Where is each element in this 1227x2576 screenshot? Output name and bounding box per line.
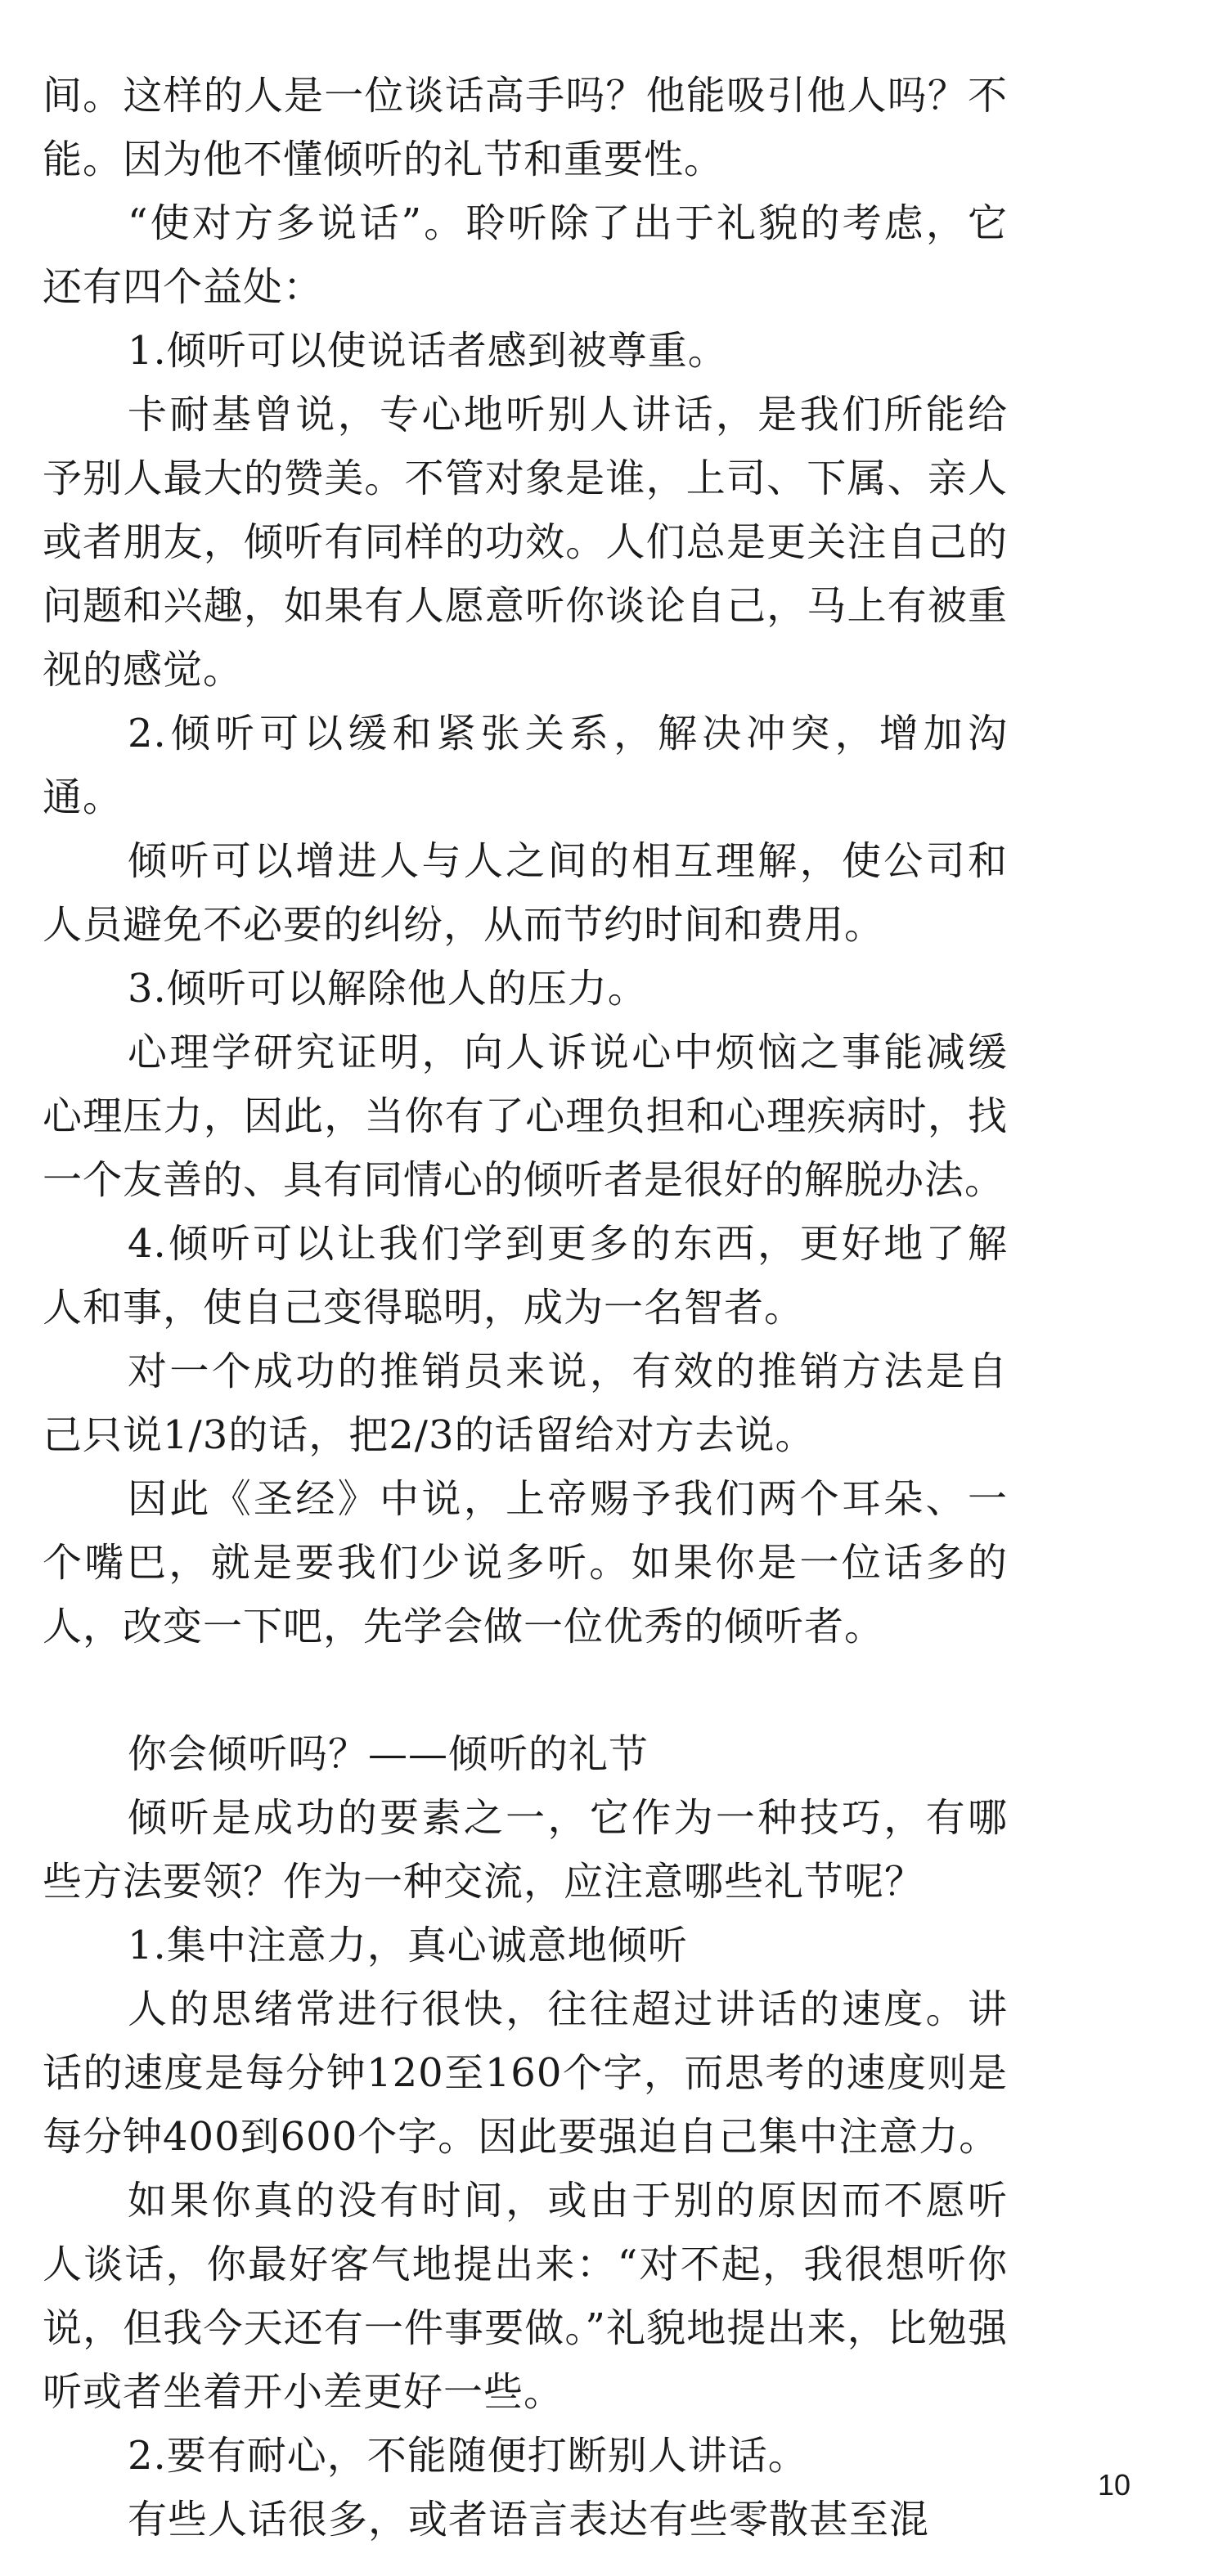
paragraph-9: 4.倾听可以让我们学到更多的东西，更好地了解人和事，使自己变得聪明，成为一名智者。 bbox=[43, 1221, 1008, 1331]
paragraph-4: 卡耐基曾说，专心地听别人讲话，是我们所能给予别人最大的赞美。不管对象是谁，上司、下属、亲人或者朋友，倾听有同样的功效。人们总是更关注自己的问题和兴趣，如果有人愿意听你谈论自己，马上有被重视的感觉。 bbox=[43, 392, 1008, 693]
section-paragraph-6: 有些人话很多，或者语言表达有些零散甚至混 bbox=[128, 2497, 930, 2542]
page-body bbox=[43, 64, 1008, 2551]
paragraph-5: 2.倾听可以缓和紧张关系，解决冲突，增加沟通。 bbox=[43, 711, 1008, 820]
paragraph-1: 间。这样的人是一位谈话高手吗？他能吸引他人吗？不能。因为他不懂倾听的礼节和重要性。 bbox=[43, 73, 1008, 182]
paragraph-7: 3.倾听可以解除他人的压力。 bbox=[128, 966, 648, 1012]
section-paragraph-1: 倾听是成功的要素之一，它作为一种技巧，有哪些方法要领？作为一种交流，应注意哪些礼节呢？ bbox=[43, 1795, 1008, 1905]
page-number: 10 bbox=[1097, 2468, 1130, 2502]
paragraph-6: 倾听可以增进人与人之间的相互理解，使公司和人员避免不必要的纠纷，从而节约时间和费用。 bbox=[43, 838, 1008, 948]
section-paragraph-3: 人的思绪常进行很快，往往超过讲话的速度。讲话的速度是每分钟120至160个字，而思考的速度则是每分钟400到600个字。因此要强迫自己集中注意力。 bbox=[43, 1986, 1008, 2160]
paragraph-3: 1.倾听可以使说话者感到被尊重。 bbox=[128, 328, 728, 374]
paragraph-11: 因此《圣经》中说，上帝赐予我们两个耳朵、一个嘴巴，就是要我们少说多听。如果你是一位话多的人，改变一下吧，先学会做一位优秀的倾听者。 bbox=[43, 1476, 1008, 1649]
section-title: 你会倾听吗？——倾听的礼节 bbox=[128, 1731, 649, 1777]
section-paragraph-4: 如果你真的没有时间，或由于别的原因而不愿听人谈话，你最好客气地提出来：“对不起，我很想听你说，但我今天还有一件事要做。”礼貌地提出来，比勉强听或者坐着开小差更好一些。 bbox=[43, 2178, 1008, 2415]
paragraph-10: 对一个成功的推销员来说，有效的推销方法是自己只说1/3的话，把2/3的话留给对方去说。 bbox=[43, 1349, 1008, 1458]
section-spacer bbox=[43, 1658, 1008, 1722]
paragraph-2: “使对方多说话”。聆听除了出于礼貌的考虑，它还有四个益处： bbox=[43, 200, 1008, 310]
paragraph-8: 心理学研究证明，向人诉说心中烦恼之事能减缓心理压力，因此，当你有了心理负担和心理疾病时，找一个友善的、具有同情心的倾听者是很好的解脱办法。 bbox=[43, 1030, 1008, 1203]
section-paragraph-5: 2.要有耐心，不能随便打断别人讲话。 bbox=[128, 2433, 808, 2479]
section-paragraph-2: 1.集中注意力，真心诚意地倾听 bbox=[128, 1923, 688, 1968]
